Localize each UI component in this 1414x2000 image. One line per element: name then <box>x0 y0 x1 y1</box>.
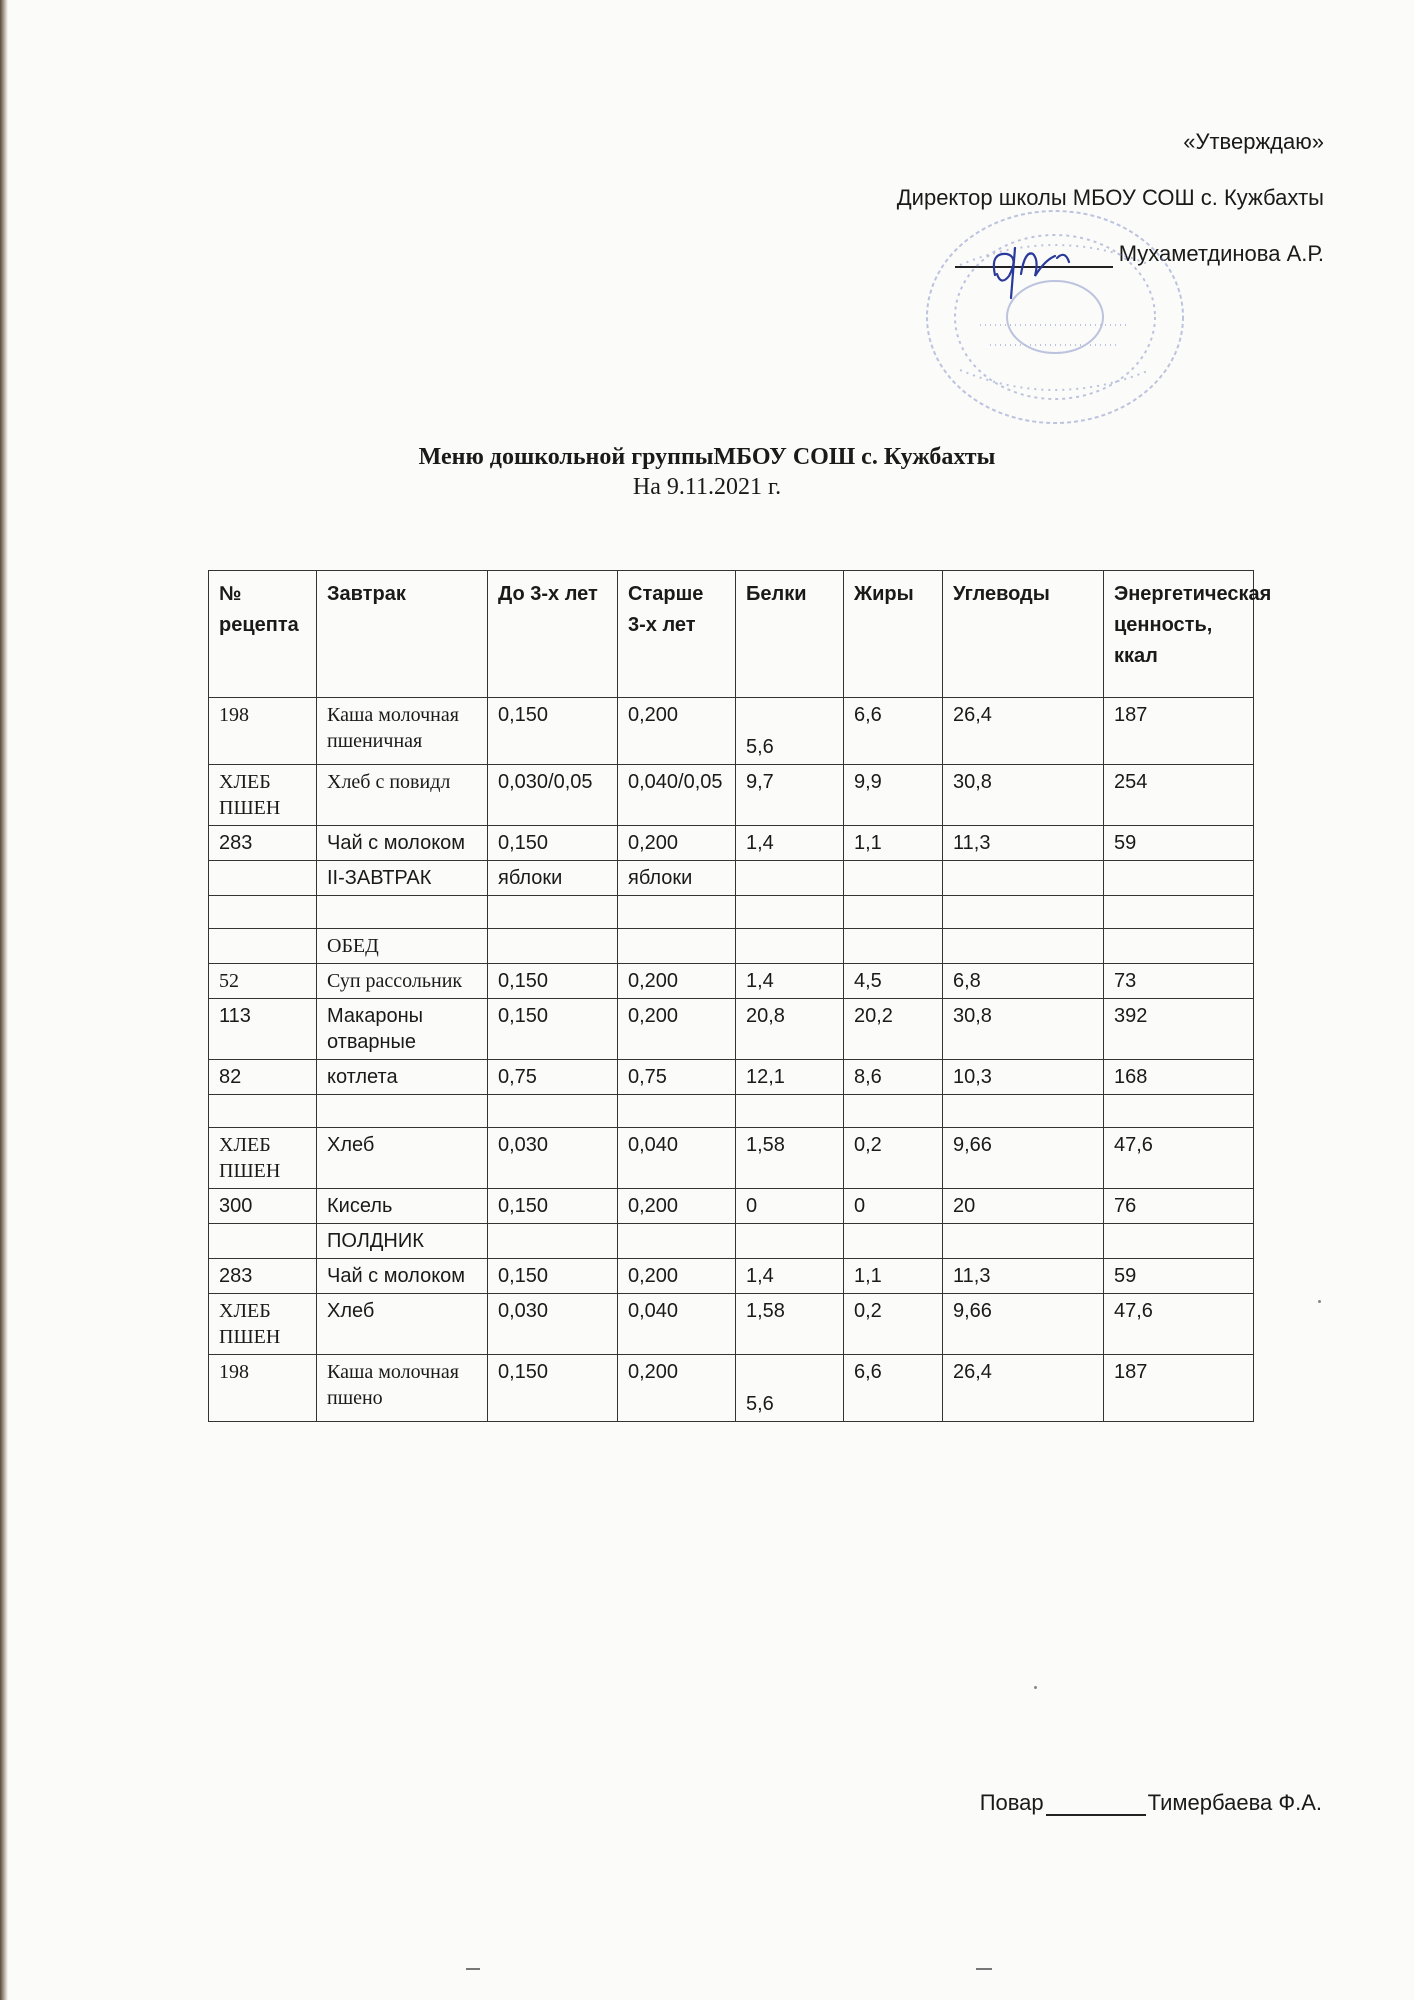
cell-proteins: 12,1 <box>736 1060 844 1095</box>
signatory-name: Мухаметдинова А.Р. <box>1118 241 1324 266</box>
cell-name: Чай с молоком <box>317 1259 488 1294</box>
cell-recipe: 283 <box>209 1259 317 1294</box>
cell-energy: 168 <box>1104 1060 1254 1095</box>
cook-label: Повар <box>979 1790 1044 1815</box>
cell-under3: 0,030 <box>488 1294 618 1355</box>
cell-carbs: 30,8 <box>943 999 1104 1060</box>
cell-fats: 6,6 <box>844 698 943 765</box>
cell-carbs: 10,3 <box>943 1060 1104 1095</box>
table-row <box>209 1189 1254 1224</box>
director-signature <box>985 240 1075 300</box>
cell-under3: яблоки <box>488 861 618 896</box>
section-second-breakfast: II-ЗАВТРАК <box>317 861 488 896</box>
cell-proteins: 5,6 <box>736 1355 844 1422</box>
table-row <box>209 1259 1254 1294</box>
section-lunch: ОБЕД <box>317 929 488 964</box>
cell-name: котлета <box>317 1060 488 1095</box>
cell-recipe: ХЛЕБ ПШЕН <box>209 1128 317 1189</box>
cell-energy: 187 <box>1104 1355 1254 1422</box>
cell-name: Чай с молоком <box>317 826 488 861</box>
cell-over3: 0,75 <box>618 1060 736 1095</box>
table-row <box>209 964 1254 999</box>
scan-mark <box>466 1968 480 1970</box>
table-row <box>209 765 1254 826</box>
cell-proteins: 1,58 <box>736 1294 844 1355</box>
cell-energy: 187 <box>1104 698 1254 765</box>
header-proteins: Белки <box>736 571 844 698</box>
header-carbs: Углеводы <box>943 571 1104 698</box>
cell-name: Кисель <box>317 1189 488 1224</box>
cell-proteins: 0 <box>736 1189 844 1224</box>
cell-under3: 0,150 <box>488 1355 618 1422</box>
scan-edge <box>0 0 8 2000</box>
cell-under3: 0,150 <box>488 1259 618 1294</box>
cell-over3: 0,200 <box>618 698 736 765</box>
table-row <box>209 1294 1254 1355</box>
table-header-row <box>209 571 1254 698</box>
cell-recipe: 82 <box>209 1060 317 1095</box>
section-afternoon-snack: ПОЛДНИК <box>317 1224 488 1259</box>
scan-speck <box>1318 1300 1321 1303</box>
cell-energy: 73 <box>1104 964 1254 999</box>
cell-recipe: 198 <box>209 1355 317 1422</box>
approval-heading: «Утверждаю» <box>1183 129 1324 154</box>
cell-energy: 59 <box>1104 1259 1254 1294</box>
cell-proteins: 5,6 <box>736 698 844 765</box>
table-row <box>209 1355 1254 1422</box>
cell-fats: 8,6 <box>844 1060 943 1095</box>
cook-signature-line <box>1046 1794 1146 1816</box>
cell-over3: 0,200 <box>618 999 736 1060</box>
table-row <box>209 826 1254 861</box>
cell-proteins: 1,4 <box>736 1259 844 1294</box>
cell-recipe: 52 <box>209 964 317 999</box>
table-row-section <box>209 1224 1254 1259</box>
table-row <box>209 698 1254 765</box>
header-recipe: № рецепта <box>209 571 317 698</box>
cell-energy: 59 <box>1104 826 1254 861</box>
table-row <box>209 1128 1254 1189</box>
cell-carbs: 26,4 <box>943 698 1104 765</box>
cell-under3: 0,150 <box>488 964 618 999</box>
cell-name: Суп рассольник <box>317 964 488 999</box>
cell-recipe: 198 <box>209 698 317 765</box>
cell-proteins: 9,7 <box>736 765 844 826</box>
menu-table <box>208 570 1272 1422</box>
cell-carbs: 20 <box>943 1189 1104 1224</box>
cell-fats: 4,5 <box>844 964 943 999</box>
cell-fats: 9,9 <box>844 765 943 826</box>
cell-proteins: 20,8 <box>736 999 844 1060</box>
cell-energy: 392 <box>1104 999 1254 1060</box>
cell-fats: 20,2 <box>844 999 943 1060</box>
cell-proteins: 1,58 <box>736 1128 844 1189</box>
menu-date: На 9.11.2021 г. <box>632 474 782 500</box>
scan-speck <box>1034 1686 1037 1689</box>
header-meal: Завтрак <box>317 571 488 698</box>
school-stamp-seal <box>920 205 1190 430</box>
cell-name: Макароны отварные <box>317 999 488 1060</box>
cell-fats: 1,1 <box>844 826 943 861</box>
cell-name: Хлеб с повидл <box>317 765 488 826</box>
cell-proteins: 1,4 <box>736 826 844 861</box>
table-row-section <box>209 929 1254 964</box>
header-fats: Жиры <box>844 571 943 698</box>
header-energy: Энергетическая ценность, ккал <box>1104 571 1254 698</box>
cell-fats: 0,2 <box>844 1294 943 1355</box>
table-row-empty <box>209 1095 1254 1128</box>
cell-recipe: 113 <box>209 999 317 1060</box>
cell-under3: 0,150 <box>488 698 618 765</box>
cell-carbs: 26,4 <box>943 1355 1104 1422</box>
cell-over3: 0,200 <box>618 1355 736 1422</box>
cell-energy: 254 <box>1104 765 1254 826</box>
cell-name: Каша молочная пшеничная <box>317 698 488 765</box>
cell-carbs: 9,66 <box>943 1294 1104 1355</box>
cell-over3: 0,200 <box>618 964 736 999</box>
cell-carbs: 30,8 <box>943 765 1104 826</box>
cell-under3: 0,030 <box>488 1128 618 1189</box>
cell-energy: 47,6 <box>1104 1128 1254 1189</box>
cell-under3: 0,150 <box>488 826 618 861</box>
header-over3: Старше 3-х лет <box>618 571 736 698</box>
cell-energy: 47,6 <box>1104 1294 1254 1355</box>
menu-title-line1: Меню дошкольной группыМБОУ СОШ с. Кужбахты <box>418 444 996 470</box>
cell-recipe: ХЛЕБ ПШЕН <box>209 1294 317 1355</box>
header-under3: До 3-х лет <box>488 571 618 698</box>
table-row <box>209 1060 1254 1095</box>
director-title: Директор школы МБОУ СОШ с. Кужбахты <box>896 185 1324 210</box>
cell-over3: 0,200 <box>618 1259 736 1294</box>
cell-carbs: 11,3 <box>943 1259 1104 1294</box>
cell-over3: 0,040 <box>618 1128 736 1189</box>
cell-fats: 0 <box>844 1189 943 1224</box>
cell-under3: 0,030/0,05 <box>488 765 618 826</box>
cell-under3: 0,150 <box>488 1189 618 1224</box>
cell-over3: яблоки <box>618 861 736 896</box>
cell-recipe: 300 <box>209 1189 317 1224</box>
cell-over3: 0,040 <box>618 1294 736 1355</box>
cell-under3: 0,75 <box>488 1060 618 1095</box>
cell-energy: 76 <box>1104 1189 1254 1224</box>
menu-title <box>0 442 1414 502</box>
cell-carbs: 9,66 <box>943 1128 1104 1189</box>
cell-over3: 0,200 <box>618 1189 736 1224</box>
cell-carbs: 11,3 <box>943 826 1104 861</box>
table-row <box>209 999 1254 1060</box>
cell-recipe: 283 <box>209 826 317 861</box>
cook-name: Тимербаева Ф.А. <box>1147 1790 1322 1815</box>
cell-under3: 0,150 <box>488 999 618 1060</box>
cell-over3: 0,040/0,05 <box>618 765 736 826</box>
cell-name: Каша молочная пшено <box>317 1355 488 1422</box>
cook-signature-block <box>980 1790 1322 1816</box>
cell-fats: 1,1 <box>844 1259 943 1294</box>
scan-mark <box>976 1968 992 1970</box>
table-row-empty <box>209 896 1254 929</box>
cell-carbs: 6,8 <box>943 964 1104 999</box>
cell-over3: 0,200 <box>618 826 736 861</box>
cell-name: Хлеб <box>317 1294 488 1355</box>
table-row-section <box>209 861 1254 896</box>
cell-fats: 0,2 <box>844 1128 943 1189</box>
cell-fats: 6,6 <box>844 1355 943 1422</box>
cell-name: Хлеб <box>317 1128 488 1189</box>
cell-proteins: 1,4 <box>736 964 844 999</box>
cell-recipe: ХЛЕБ ПШЕН <box>209 765 317 826</box>
